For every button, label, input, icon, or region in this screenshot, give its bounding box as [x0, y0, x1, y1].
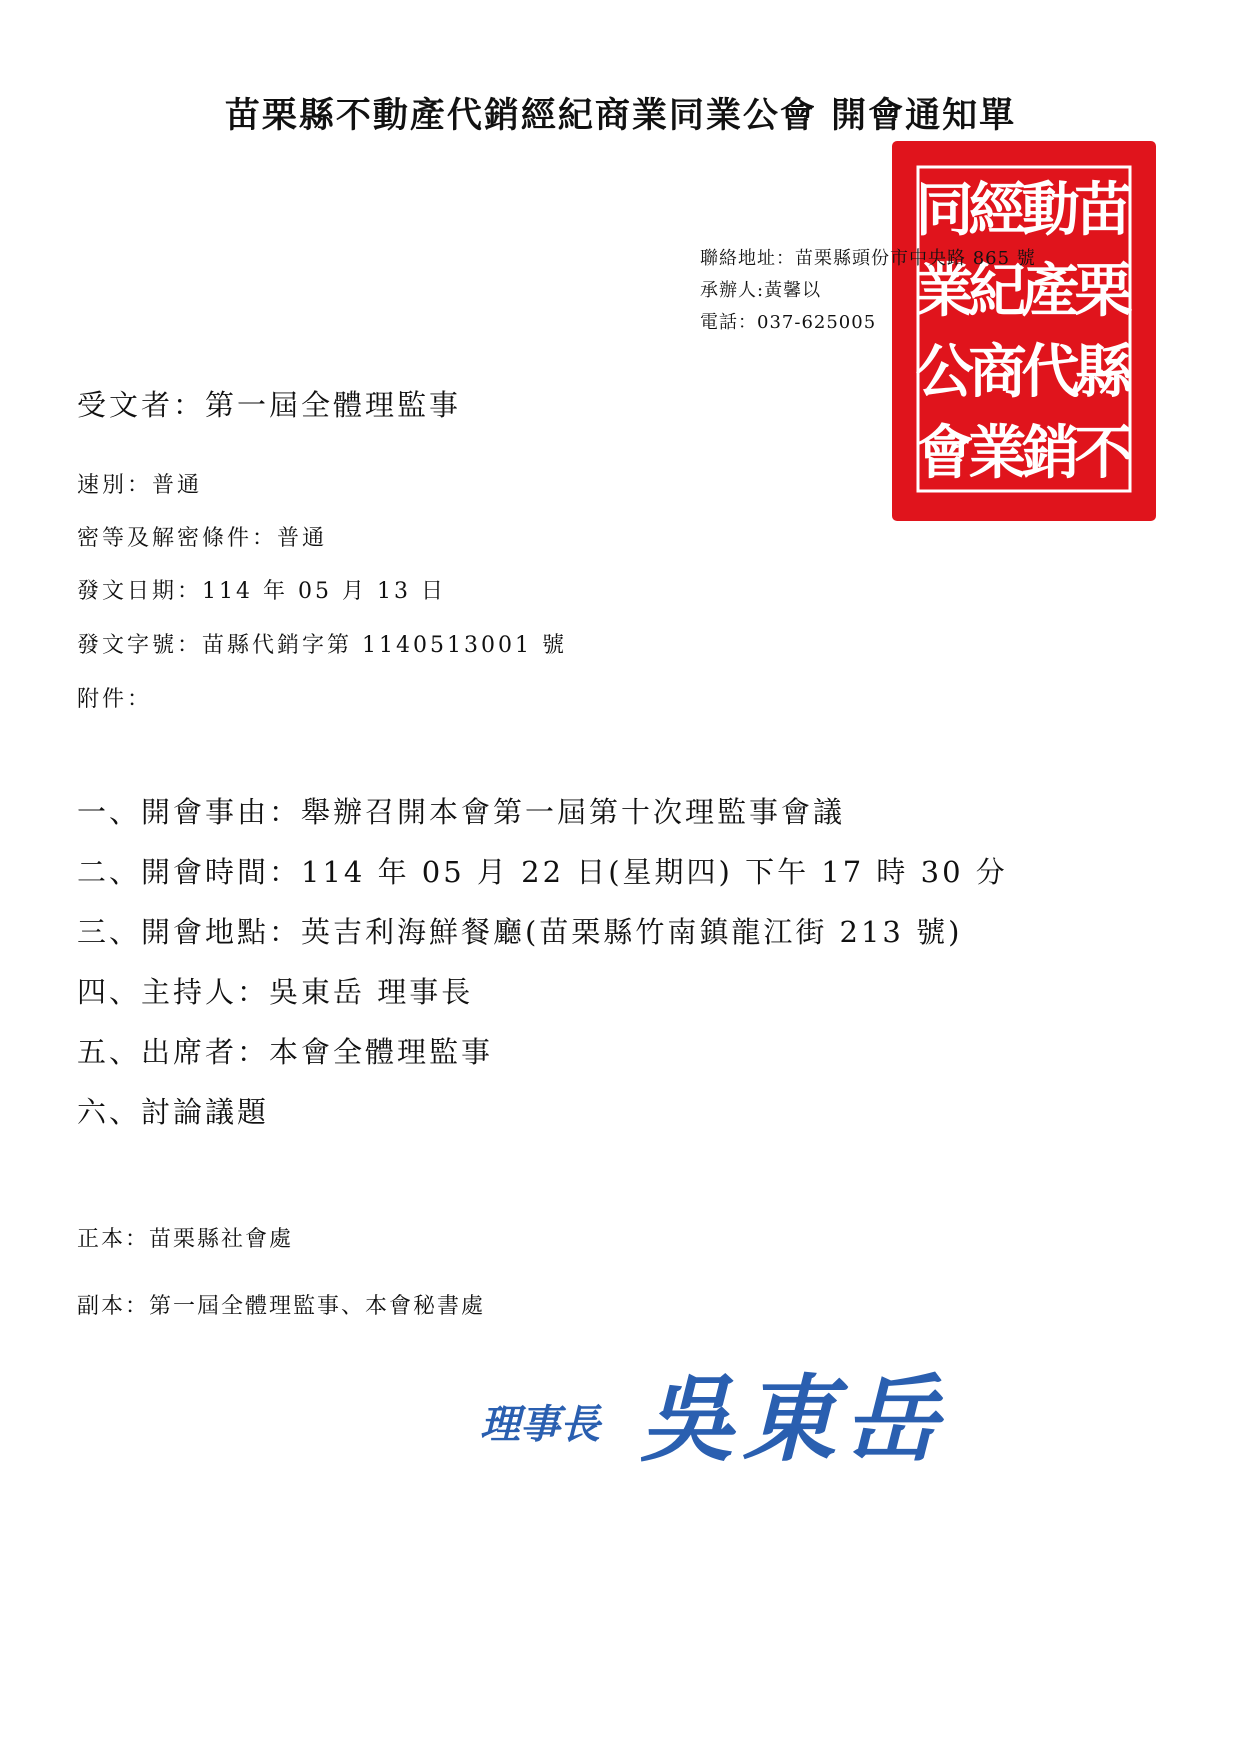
- svg-text:理事長: 理事長: [480, 1401, 600, 1448]
- contact-phone: 電話：037-625005: [700, 312, 877, 333]
- item-location: 三、開會地點：英吉利海鮮餐廳(苗栗縣竹南鎮龍江街 213 號): [77, 915, 963, 949]
- seal-char: 會: [915, 418, 974, 487]
- svg-text:吳東岳: 吳東岳: [640, 1365, 947, 1475]
- seal-char: 公: [915, 337, 974, 406]
- seal-char: 紀: [968, 256, 1027, 325]
- item-host: 四、主持人：吳東岳 理事長: [77, 975, 474, 1009]
- contact-address: 聯絡地址：苗栗縣頭份市中央路 865 號: [700, 248, 1036, 269]
- item-agenda: 六、討論議題: [77, 1095, 270, 1129]
- seal-char: 栗: [1074, 256, 1133, 325]
- seal-char: 業: [915, 256, 974, 325]
- copy-original: 正本：苗栗縣社會處: [77, 1227, 294, 1252]
- seal-char: 同: [915, 175, 974, 244]
- meta-date: 發文日期：114 年 05 月 13 日: [77, 579, 446, 604]
- item-purpose: 一、開會事由：舉辦召開本會第一屆第十次理監事會議: [77, 795, 846, 829]
- copy-duplicate: 副本：第一屆全體理監事、本會秘書處: [77, 1294, 486, 1319]
- seal-char: 銷: [1021, 418, 1080, 487]
- item-attendees: 五、出席者：本會全體理監事: [77, 1035, 494, 1069]
- item-time: 二、開會時間：114 年 05 月 22 日(星期四) 下午 17 時 30 分: [77, 855, 1008, 889]
- meta-secrecy: 密等及解密條件：普通: [77, 526, 328, 551]
- contact-handler: 承辦人:黃馨以: [700, 280, 822, 301]
- seal-char: 動: [1021, 175, 1080, 244]
- chairman-signature: [480, 1350, 1020, 1480]
- official-seal: [888, 137, 1160, 525]
- seal-char: 商: [968, 337, 1027, 406]
- seal-char: 經: [968, 175, 1027, 244]
- meta-doc-number: 發文字號：苗縣代銷字第 1140513001 號: [77, 633, 567, 658]
- seal-char: 苗: [1074, 175, 1133, 244]
- seal-char: 不: [1074, 418, 1133, 487]
- seal-char: 代: [1021, 337, 1080, 406]
- meta-speed: 速別：普通: [77, 473, 203, 498]
- seal-char: 業: [968, 418, 1027, 487]
- seal-char: 縣: [1074, 337, 1133, 406]
- document-title: 苗栗縣不動產代銷經紀商業同業公會 開會通知單: [224, 96, 1017, 136]
- seal-char: 產: [1021, 256, 1080, 325]
- recipient: 受文者：第一屆全體理監事: [77, 388, 462, 422]
- meta-attachment: 附件：: [77, 687, 153, 712]
